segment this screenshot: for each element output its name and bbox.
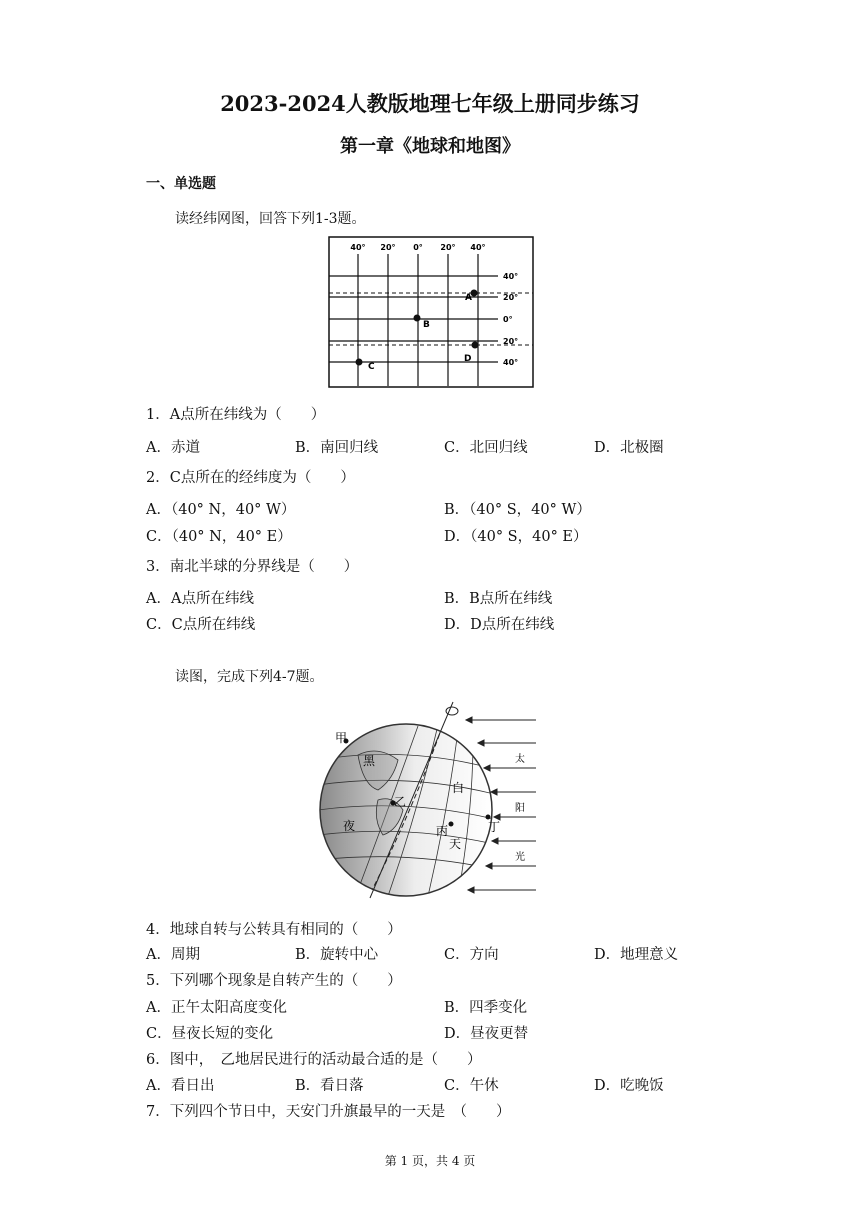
globe-label-ye: 夜: [343, 819, 356, 833]
globe-label-jia: 甲: [335, 731, 348, 745]
point-label-a: A: [465, 293, 472, 303]
globe-label-guang: 光: [515, 852, 525, 863]
question-6-stem: 6．图中， 乙地居民进行的活动最合适的是（ ）: [146, 1052, 482, 1068]
question-1-option-d: D．北极圈: [594, 440, 664, 456]
question-2-option-a: A．（40° N，40° W）: [146, 502, 296, 518]
question-3-option-c: C．C点所在纬线: [146, 617, 256, 633]
question-5-option-d: D．昼夜更替: [444, 1026, 529, 1042]
globe-label-hei: 黑: [363, 754, 376, 768]
lat-label: 0°: [503, 315, 513, 324]
page-footer: 第 1 页，共 4 页: [384, 1154, 476, 1168]
lat-label: 40°: [503, 272, 519, 281]
globe-label-bai: 白: [452, 781, 465, 795]
question-1-option-a: A．赤道: [146, 440, 200, 456]
lon-label: 20°: [440, 243, 456, 252]
question-4-stem: 4．地球自转与公转具有相同的（ ）: [146, 922, 402, 938]
lat-label: 20°: [503, 293, 519, 302]
intro-text-1: 读经纬网图，回答下列1-3题。: [175, 211, 366, 227]
question-5-option-b: B．四季变化: [444, 1000, 528, 1016]
question-4-option-a: A．周期: [146, 947, 200, 963]
lon-label: 40°: [470, 243, 486, 252]
question-6-option-a: A．看日出: [146, 1078, 215, 1094]
lon-label: 40°: [350, 243, 366, 252]
question-1-option-b: B．南回归线: [295, 440, 379, 456]
lat-label: 20°: [503, 337, 519, 346]
question-1-option-c: C．北回归线: [444, 440, 528, 456]
point-label-d: D: [464, 354, 472, 364]
globe-label-tai: 太: [515, 754, 525, 765]
question-2-stem: 2．C点所在的经纬度为（ ）: [146, 470, 355, 486]
point-label-b: B: [423, 320, 430, 330]
question-3-option-a: A．A点所在纬线: [146, 591, 254, 607]
question-3-option-b: B．B点所在纬线: [444, 591, 553, 607]
question-6-option-b: B．看日落: [295, 1078, 364, 1094]
globe-label-tian: 天: [449, 837, 462, 851]
globe-label-yang: 阳: [515, 803, 525, 814]
lon-label: 0°: [413, 243, 423, 252]
lat-label: 40°: [503, 358, 519, 367]
question-2-option-c: C．（40° N，40° E）: [146, 529, 292, 545]
globe-label-ding: 丁: [488, 820, 501, 834]
question-4-option-c: C．方向: [444, 947, 499, 963]
question-5-option-a: A．正午太阳高度变化: [146, 1000, 287, 1016]
intro-text-2: 读图，完成下列4-7题。: [175, 669, 324, 685]
lon-label: 20°: [380, 243, 396, 252]
point-label-c: C: [368, 362, 375, 372]
section-heading: 一、单选题: [146, 176, 216, 192]
question-4-option-d: D．地理意义: [594, 947, 679, 963]
globe-label-yi: 乙: [394, 795, 407, 809]
question-5-stem: 5．下列哪个现象是自转产生的（ ）: [146, 973, 402, 989]
question-6-option-d: D．吃晚饭: [594, 1078, 664, 1094]
question-3-option-d: D．D点所在纬线: [444, 617, 555, 633]
question-5-option-c: C．昼夜长短的变化: [146, 1026, 274, 1042]
document-title: 2023-2024人教版地理七年级上册同步练习: [220, 91, 640, 116]
question-6-option-c: C．午休: [444, 1078, 499, 1094]
question-7-stem: 7．下列四个节日中，天安门升旗最早的一天是 （ ）: [146, 1104, 511, 1120]
globe-label-bing: 丙: [436, 824, 449, 838]
question-4-option-b: B．旋转中心: [295, 947, 379, 963]
globe-day-night-figure: [318, 700, 540, 900]
question-2-option-d: D．（40° S，40° E）: [444, 529, 588, 545]
question-1-stem: 1．A点所在纬线为（ ）: [146, 407, 326, 423]
question-3-stem: 3．南北半球的分界线是（ ）: [146, 559, 359, 575]
question-2-option-b: B．（40° S，40° W）: [444, 502, 591, 518]
chapter-title: 第一章《地球和地图》: [340, 136, 520, 157]
lat-lon-grid-figure: [328, 236, 534, 388]
